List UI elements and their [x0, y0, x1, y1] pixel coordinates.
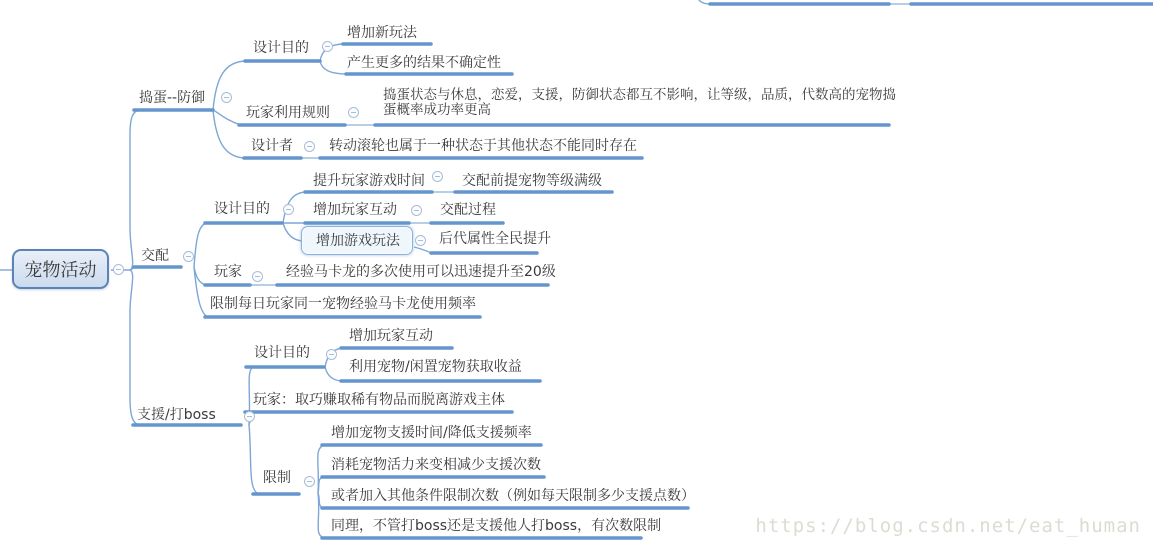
- node-support-boss[interactable]: 支援/打boss: [137, 407, 216, 423]
- branch-curve: [414, 247, 432, 253]
- node-player-1[interactable]: 玩家: [214, 264, 242, 280]
- branch-curve: [320, 61, 348, 74]
- node-player-interaction-1[interactable]: 增加玩家互动: [313, 202, 397, 218]
- node-limit[interactable]: 限制: [263, 470, 291, 486]
- node-macaron-level20[interactable]: 经验马卡龙的多次使用可以迅速提升至20级: [286, 264, 556, 280]
- node-daily-macaron-limit[interactable]: 限制每日玩家同一宠物经验马卡龙使用频率: [210, 296, 476, 312]
- node-support-time-limit[interactable]: 增加宠物支援时间/降低支援频率: [331, 425, 532, 441]
- node-idle-pet-income[interactable]: 利用宠物/闲置宠物获取收益: [349, 359, 522, 375]
- node-add-new-gameplay[interactable]: 增加新玩法: [347, 25, 417, 41]
- branch-curve: [697, 0, 710, 4]
- node-design-purpose-3[interactable]: 设计目的: [254, 345, 310, 361]
- node-offspring-boost[interactable]: 后代属性全民提升: [439, 231, 551, 247]
- node-mischief-defense[interactable]: 捣蛋--防御: [139, 90, 206, 106]
- node-designer[interactable]: 设计者: [251, 138, 293, 154]
- branch-curve: [213, 61, 247, 110]
- node-add-gameplay-selected[interactable]: 增加游戏玩法: [316, 233, 400, 249]
- collapse-icon-player-exploit-rules[interactable]: [348, 107, 359, 118]
- branch-curve: [325, 367, 343, 381]
- node-mating[interactable]: 交配: [141, 248, 169, 264]
- collapse-icon-player-interaction-1[interactable]: [411, 205, 422, 216]
- node-roller-state-note[interactable]: 转动滚轮也属于一种状态于其他状态不能同时存在: [329, 138, 637, 154]
- node-player-exploit-rules[interactable]: 玩家利用规则: [246, 105, 330, 121]
- root-node-pet-activities[interactable]: [12, 249, 109, 289]
- node-player-interaction-2[interactable]: 增加玩家互动: [349, 328, 433, 344]
- collapse-icon-design-purpose-2[interactable]: [283, 204, 294, 215]
- collapse-icon-root[interactable]: [113, 264, 124, 275]
- collapse-icon-mischief-defense[interactable]: [221, 92, 232, 103]
- collapse-icon-add-gameplay[interactable]: [415, 235, 426, 246]
- branch-curve: [249, 425, 257, 493]
- collapse-icon-limit[interactable]: [304, 476, 315, 487]
- node-other-conditions[interactable]: 或者加入其他条件限制次数（例如每天限制多少支援点数）: [331, 488, 695, 504]
- branch-curve: [130, 110, 141, 270]
- branch-curve: [130, 270, 141, 425]
- collapse-icon-support-boss[interactable]: [244, 411, 255, 422]
- node-mating-process[interactable]: 交配过程: [440, 202, 496, 218]
- collapse-icon-increase-playtime[interactable]: [432, 171, 443, 182]
- node-boss-count-limit[interactable]: 同理，不管打boss还是支援他人打boss，有次数限制: [331, 518, 662, 534]
- branch-curve: [213, 110, 246, 158]
- node-design-purpose-1[interactable]: 设计目的: [253, 40, 309, 56]
- node-vitality-cost[interactable]: 消耗宠物活力来变相减少支援次数: [331, 457, 541, 473]
- node-more-uncertainty[interactable]: 产生更多的结果不确定性: [347, 55, 501, 71]
- branch-curve: [213, 110, 241, 125]
- node-player-exploit[interactable]: 玩家：取巧赚取稀有物品而脱离游戏主体: [253, 392, 505, 408]
- collapse-icon-mating[interactable]: [183, 251, 194, 262]
- collapse-icon-designer[interactable]: [304, 141, 315, 152]
- node-increase-playtime[interactable]: 提升玩家游戏时间: [313, 173, 425, 189]
- node-state-independence-note[interactable]: 捣蛋状态与休息，恋爱，支援，防御状态都互不影响，让等级，品质，代数高的宠物捣蛋概率成功率更高: [383, 87, 896, 118]
- branch-curve: [318, 477, 326, 493]
- watermark: https://blog.csdn.net/eat_human: [755, 515, 1141, 537]
- node-max-level-premise[interactable]: 交配前提宠物等级满级: [462, 173, 602, 189]
- root-node-label: 宠物活动: [24, 260, 97, 281]
- node-design-purpose-2[interactable]: 设计目的: [214, 201, 270, 217]
- branch-curve: [194, 223, 208, 267]
- collapse-icon-design-purpose-1[interactable]: [322, 41, 333, 52]
- branch-curve: [318, 493, 325, 538]
- collapse-icon-player-1[interactable]: [252, 271, 263, 282]
- branch-curve: [283, 223, 302, 241]
- collapse-icon-design-purpose-3[interactable]: [326, 349, 337, 360]
